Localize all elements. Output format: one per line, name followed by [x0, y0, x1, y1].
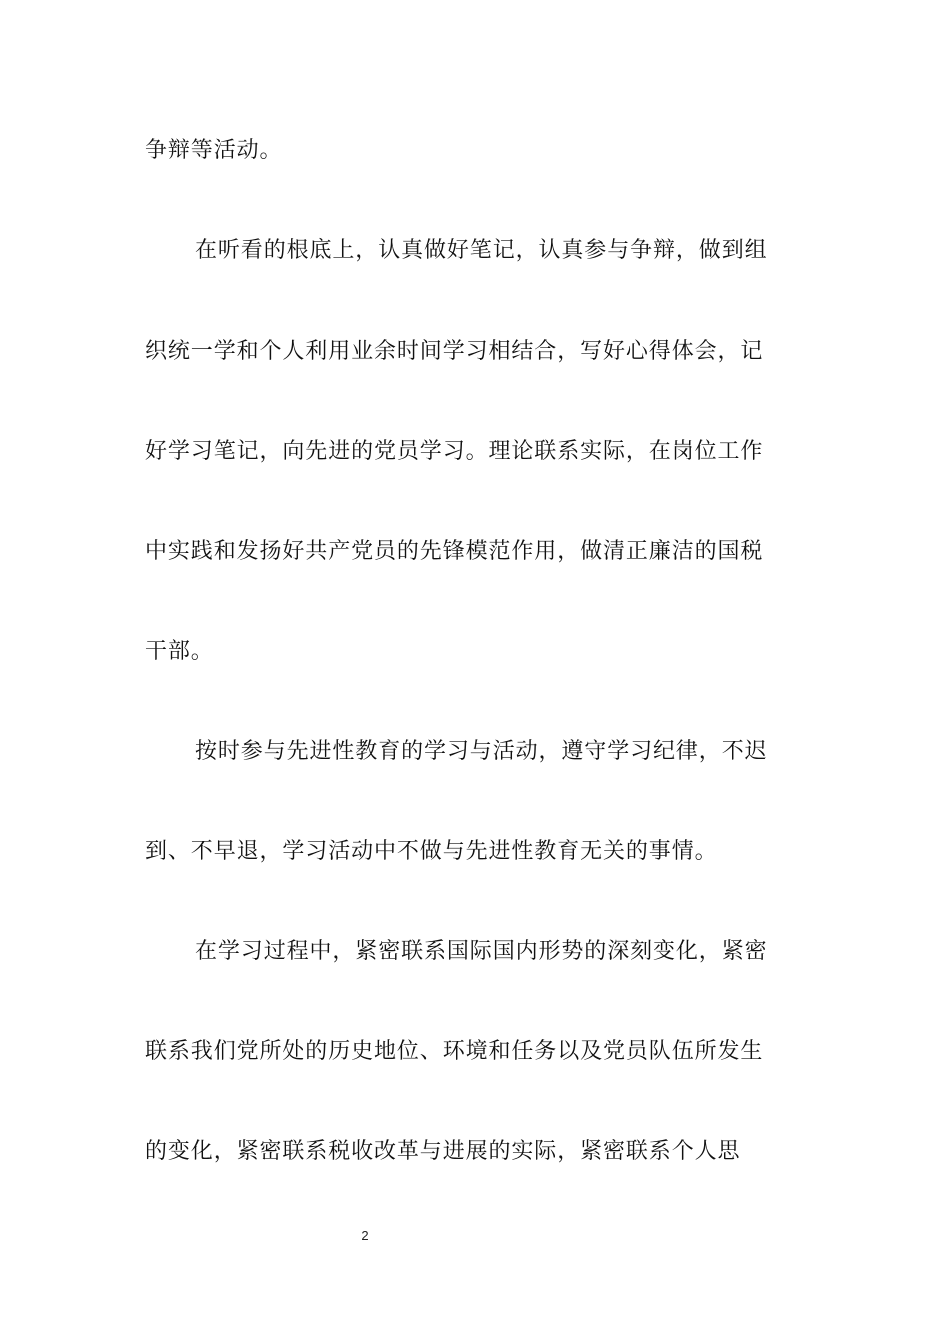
paragraph-line: 争辩等活动。 [145, 138, 283, 163]
paragraph-line: 按时参与先进性教育的学习与活动，遵守学习纪律，不迟 [195, 739, 768, 764]
paragraph-line: 中实践和发扬好共产党员的先锋模范作用，做清正廉洁的国税 [145, 539, 764, 564]
paragraph-line: 在听看的根底上，认真做好笔记，认真参与争辩，做到组 [195, 238, 768, 263]
paragraph-line: 织统一学和个人利用业余时间学习相结合，写好心得体会，记 [145, 339, 764, 364]
paragraph-line: 在学习过程中，紧密联系国际国内形势的深刻变化，紧密 [195, 939, 768, 964]
paragraph-line: 到、不早退，学习活动中不做与先进性教育无关的事情。 [145, 839, 718, 864]
paragraph-line: 干部。 [145, 639, 214, 664]
paragraph-line: 联系我们党所处的历史地位、环境和任务以及党员队伍所发生 [145, 1039, 764, 1064]
page-number: 2 [361, 1228, 369, 1243]
paragraph-line: 好学习笔记，向先进的党员学习。理论联系实际，在岗位工作 [145, 439, 764, 464]
paragraph-line: 的变化，紧密联系税收改革与进展的实际，紧密联系个人思 [145, 1139, 741, 1164]
